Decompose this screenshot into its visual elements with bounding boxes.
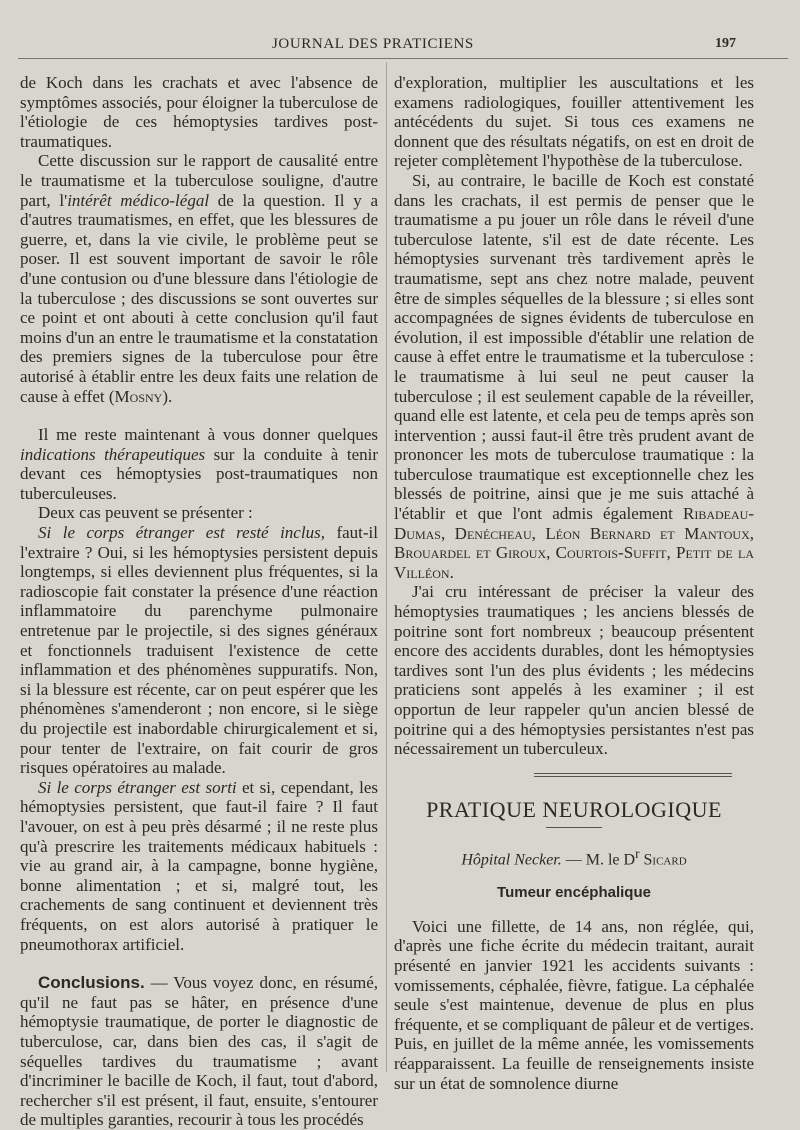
- emphasis: indications thérapeutiques: [20, 444, 206, 464]
- article-subtitle: Tumeur encéphalique: [497, 884, 651, 902]
- right-column: [394, 73, 754, 1093]
- left-column: [20, 73, 378, 1130]
- emphasis: intérêt médico-légal: [67, 190, 210, 210]
- paragraph: Si le corps étranger est sorti et si, cependant, les hémoptysies persistent, que faut-il faire ? Il faut l'avouer, on est à peu près désarmé ; il ne reste plus qu'à prescrire les traitements médicaux habituels : vie au grand air, à la campagne, bonne hygiène, bonne alimentation ; et si, malgré tout, les crachements de sang continuent et deviennent très fréquents, on est alors autorisé à pratiquer le pneumothorax artificiel.: [20, 777, 378, 954]
- author-names: Ribadeau-Dumas, Denécheau, Léon Bernard et Mantoux, Brouardel et Giroux, Courtois-Suffit, Petit de la Villéon: [394, 504, 754, 582]
- title-underline: [546, 827, 602, 828]
- paragraph: d'exploration, multiplier les auscultations et les examens radiologiques, fouiller attentivement les antécédents du sujet. Si tous ces examens ne donnent que des résultats négatifs, on est en droit de rejeter complètement l'hypothèse de la tuberculose.: [394, 73, 754, 171]
- paragraph: Cette discussion sur le rapport de causalité entre le traumatisme et la tuberculose souligne, d'autre part, l'intérêt médico-légal de la question. Il y a d'autres traumatismes, en effet, que les blessures de guerre, et, dans la vie civile, le problème peut se poser. Il est souvent important de savoir le rôle d'une contusion ou d'une blessure dans l'étiologie de la tuberculose ; des discussions se sont ouvertes sur ce point et ont abouti à cette conclusion qu'il faut moins d'un an entre le traumatisme et la constatation des premiers signes de la tuberculose pour être autorisé à établir entre les deux faits une relation de cause à effet (Mosny).: [20, 151, 379, 406]
- paragraph: Voici une fillette, de 14 ans, non réglée, qui, d'après une fiche écrite du médecin traitant, aurait présenté en janvier 1921 les accidents suivants : vomissements, céphalée, fièvre, fatigue. La céphalée seule s'est maintenue, devenue de plus en plus fréquente, et se compliquant de pâleur et de vertiges. Puis, en juillet de la même année, les vomissements réapparaissent. La feuille de renseignements insiste sur un état de somnolence diurne: [394, 916, 754, 1093]
- section-rule: [534, 776, 732, 777]
- author-name: Mosny: [114, 386, 163, 406]
- page-number: 197: [715, 36, 736, 51]
- paragraph: Deux cas peuvent se présenter :: [38, 503, 253, 523]
- author-name: Sicard: [643, 851, 687, 869]
- journal-title: JOURNAL DES PRATICIENS: [272, 36, 474, 52]
- paragraph: J'ai cru intéressant de préciser la valeur des hémoptysies traumatiques ; les anciens blessés de poitrine sont fort nombreux ; beaucoup présentent encore des accidents durables, dont les hémoptysies tardives sont l'un des plus évidents ; les médecins praticiens sont appelés à les examiner ; il est opportun de leur rappeler qu'un ancien blessé de poitrine qui a des hémoptysies persistantes n'est pas nécessairement un tuberculeux.: [394, 582, 754, 759]
- column-divider: [386, 62, 387, 1072]
- emphasis: Si le corps étranger est resté inclus,: [38, 523, 325, 543]
- paragraph: Si, au contraire, le bacille de Koch est constaté dans les crachats, il est permis de penser que le traumatisme a pu jouer un rôle dans le réveil d'une tuberculose latente, s'il est de date récente. Les hémoptysies survenant très tardivement après le traumatisme, sept ans chez notre malade, peuvent être de simples séquelles de la blessure ; si elles sont accompagnées de signes évidents de tuberculose en évolution, il est impossible d'établir une relation de cause à effet entre le traumatisme et la tuberculose : le traumatisme à lui seul ne peut causer la tuberculose ; il est seulement capable de la réveiller, quand elle est latente, et cela peu de temps après son intervention ; aussi faut-il être très prudent avant de prononcer les mots de tuberculose traumatique : la tuberculose traumatique est exceptionnelle chez les blessés de poitrine, ainsi que je me suis attaché à l'établir et que l'ont admis également Ribadeau-Dumas, Denécheau, Léon Bernard et Mantoux, Brouardel et Giroux, Courtois-Suffit, Petit de la Villéon.: [394, 170, 754, 582]
- paragraph: de Koch dans les crachats et avec l'absence de symptômes associés, pour éloigner la tuberculose de l'étiologie de ces hémoptysies tardives post-traumatiques.: [20, 73, 378, 151]
- byline: Hôpital Necker. — M. le $D^r$ Sicard: [461, 846, 687, 869]
- paragraph: Il me reste maintenant à vous donner quelques indications thérapeutiques sur la conduite à tenir devant ces hémoptysies post-traumatiques non tuberculeuses.: [20, 425, 379, 503]
- emphasis: Si le corps étranger est sorti: [38, 777, 237, 797]
- header-rule: [18, 58, 788, 59]
- conclusions-heading: Conclusions.: [38, 973, 145, 993]
- paragraph: Si le corps étranger est resté inclus, faut-il l'extraire ? Oui, si les hémoptysies persistent depuis longtemps, si elles deviennent plus fréquentes, si la radioscopie fait constater la présence d'une réaction inflammatoire du parenchyme pulmonaire entretenue par le projectile, si des signes généraux et fonctionnels traduisent l'existence de cette inflammation et des phénomènes suppuratifs. Non, si la blessure est récente, car on peut espérer que les phénomènes s'amenderont ; non encore, si le siège du projectile est inabordable chirurgicalement et si, pour tenter de l'extraire, on fait courir de gros risques opératoires au malade.: [20, 523, 378, 778]
- paragraph: Conclusions. — Vous voyez donc, en résumé, qu'il ne faut pas se hâter, en présence d'une hémoptysie traumatique, de porter le diagnostic de tuberculose, car, dans bien des cas, il s'agit de séquelles tardives du traumatisme ; avant d'incriminer le bacille de Koch, il faut, tout d'abord, rechercher s'il est présent, il faut, ensuite, s'entourer de multiples garanties, recourir à tous les procédés: [20, 973, 378, 1130]
- section-title: PRATIQUE NEUROLOGIQUE: [426, 796, 722, 822]
- section-rule: [534, 773, 732, 774]
